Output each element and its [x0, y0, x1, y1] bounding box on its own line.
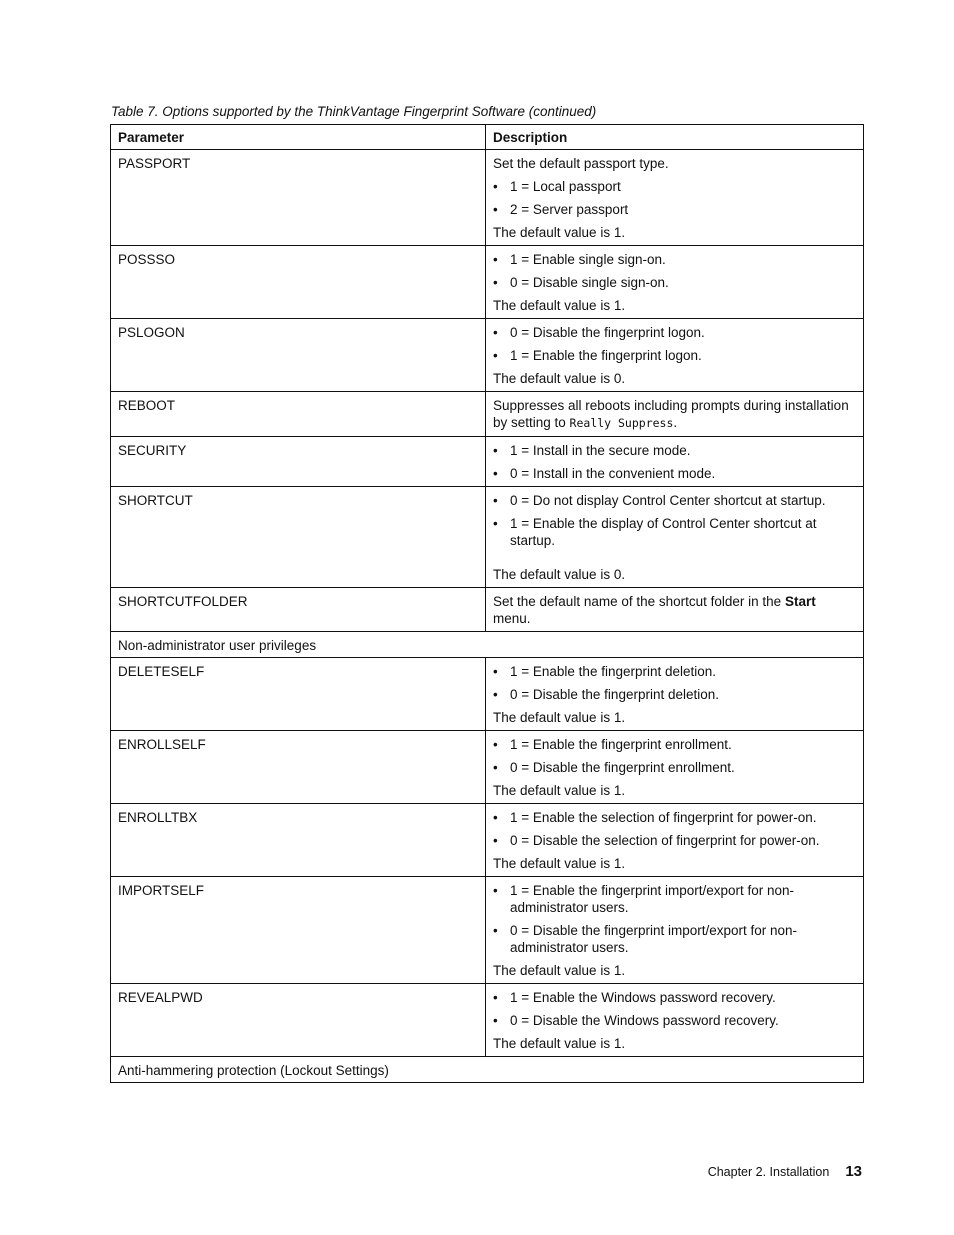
list-item: • 1 = Enable the Windows password recovery. — [493, 989, 856, 1006]
param-reboot: REBOOT — [111, 392, 486, 437]
list-item: • 1 = Enable single sign-on. — [493, 251, 856, 268]
default-value: The default value is 0. — [493, 371, 626, 386]
table-header-row — [111, 125, 864, 150]
options-table — [110, 124, 864, 1083]
desc-enrolltbx — [486, 804, 864, 877]
list-item: • 1 = Install in the secure mode. — [493, 442, 856, 459]
bullet-list — [493, 882, 856, 956]
bullet-list — [493, 442, 856, 482]
desc-text — [493, 397, 856, 432]
list-item: • 2 = Server passport — [493, 201, 856, 218]
default-value: The default value is 1. — [493, 225, 626, 240]
code-value: Really Suppress — [569, 416, 674, 430]
default-value: The default value is 1. — [493, 1036, 626, 1051]
param-revealpwd: REVEALPWD — [111, 984, 486, 1057]
desc-reboot — [486, 392, 864, 437]
param-passport: PASSPORT — [111, 150, 486, 246]
bullet-list — [493, 809, 856, 849]
param-enrollself: ENROLLSELF — [111, 731, 486, 804]
table-row — [111, 984, 864, 1057]
section-nonadmin: Non-administrator user privileges — [111, 632, 864, 658]
list-item: • 1 = Enable the fingerprint deletion. — [493, 663, 856, 680]
header-description: Description — [486, 125, 864, 150]
list-item: • 0 = Disable the Windows password recovery. — [493, 1012, 856, 1029]
list-item: • 0 = Install in the convenient mode. — [493, 465, 856, 482]
section-antihammer: Anti-hammering protection (Lockout Settings) — [111, 1057, 864, 1083]
list-item: • 0 = Do not display Control Center shortcut at startup. — [493, 492, 856, 509]
default-value: The default value is 1. — [493, 783, 626, 798]
bullet-list — [493, 324, 856, 364]
table-row — [111, 437, 864, 487]
list-item: • 0 = Disable the fingerprint enrollment. — [493, 759, 856, 776]
table-caption: Table 7. Options supported by the ThinkVantage Fingerprint Software (continued) — [111, 104, 597, 119]
page-footer — [708, 1163, 862, 1180]
text-segment: . — [673, 415, 678, 430]
chapter-label: Chapter 2. Installation — [707, 1165, 830, 1179]
text-segment: Set the default name of the shortcut folder in the — [493, 594, 785, 609]
list-item: • 0 = Disable the fingerprint logon. — [493, 324, 856, 341]
default-value: The default value is 1. — [493, 963, 626, 978]
list-item: • 0 = Disable single sign-on. — [493, 274, 856, 291]
text-segment: Suppresses all reboots including prompts during installation by setting to — [493, 398, 849, 430]
table-row — [111, 877, 864, 984]
bullet-list — [493, 251, 856, 291]
default-value: The default value is 1. — [493, 856, 626, 871]
table-row — [111, 392, 864, 437]
desc-passport — [486, 150, 864, 246]
desc-text — [493, 593, 856, 627]
param-pslogon: PSLOGON — [111, 319, 486, 392]
param-security: SECURITY — [111, 437, 486, 487]
param-shortcut: SHORTCUT — [111, 487, 486, 588]
table-row — [111, 731, 864, 804]
bullet-list — [493, 492, 856, 549]
list-item: • 0 = Disable the selection of fingerprint for power-on. — [493, 832, 856, 849]
param-possso: POSSSO — [111, 246, 486, 319]
list-item: • 1 = Enable the fingerprint import/export for non-administrator users. — [493, 882, 856, 916]
table-row — [111, 588, 864, 632]
desc-security — [486, 437, 864, 487]
default-value: The default value is 1. — [493, 710, 626, 725]
bullet-list — [493, 663, 856, 703]
list-item: • 1 = Enable the fingerprint logon. — [493, 347, 856, 364]
list-item: • 1 = Enable the selection of fingerprint for power-on. — [493, 809, 856, 826]
table-row — [111, 319, 864, 392]
bullet-list — [493, 736, 856, 776]
table-row — [111, 246, 864, 319]
text-segment: menu. — [493, 611, 531, 626]
list-item: • 0 = Disable the fingerprint import/export for non-administrator users. — [493, 922, 856, 956]
section-row — [111, 1057, 864, 1083]
section-row — [111, 632, 864, 658]
param-deleteself: DELETESELF — [111, 658, 486, 731]
param-importself: IMPORTSELF — [111, 877, 486, 984]
default-value: The default value is 1. — [493, 298, 626, 313]
desc-intro: Set the default passport type. — [493, 156, 669, 171]
desc-enrollself — [486, 731, 864, 804]
default-value: The default value is 0. — [493, 567, 626, 582]
list-item: • 1 = Local passport — [493, 178, 856, 195]
desc-importself — [486, 877, 864, 984]
desc-pslogon — [486, 319, 864, 392]
bold-term: Start — [784, 594, 816, 609]
param-enrolltbx: ENROLLTBX — [111, 804, 486, 877]
table-row — [111, 658, 864, 731]
desc-deleteself — [486, 658, 864, 731]
table-row — [111, 804, 864, 877]
param-shortcutfolder: SHORTCUTFOLDER — [111, 588, 486, 632]
page-number: 13 — [845, 1163, 862, 1180]
desc-possso — [486, 246, 864, 319]
table-row — [111, 150, 864, 246]
header-parameter: Parameter — [111, 125, 486, 150]
bullet-list — [493, 989, 856, 1029]
desc-shortcut — [486, 487, 864, 588]
desc-revealpwd — [486, 984, 864, 1057]
list-item: • 1 = Enable the fingerprint enrollment. — [493, 736, 856, 753]
list-item: • 1 = Enable the display of Control Center shortcut at startup. — [493, 515, 856, 549]
table-row — [111, 487, 864, 588]
desc-shortcutfolder — [486, 588, 864, 632]
bullet-list — [493, 178, 856, 218]
list-item: • 0 = Disable the fingerprint deletion. — [493, 686, 856, 703]
